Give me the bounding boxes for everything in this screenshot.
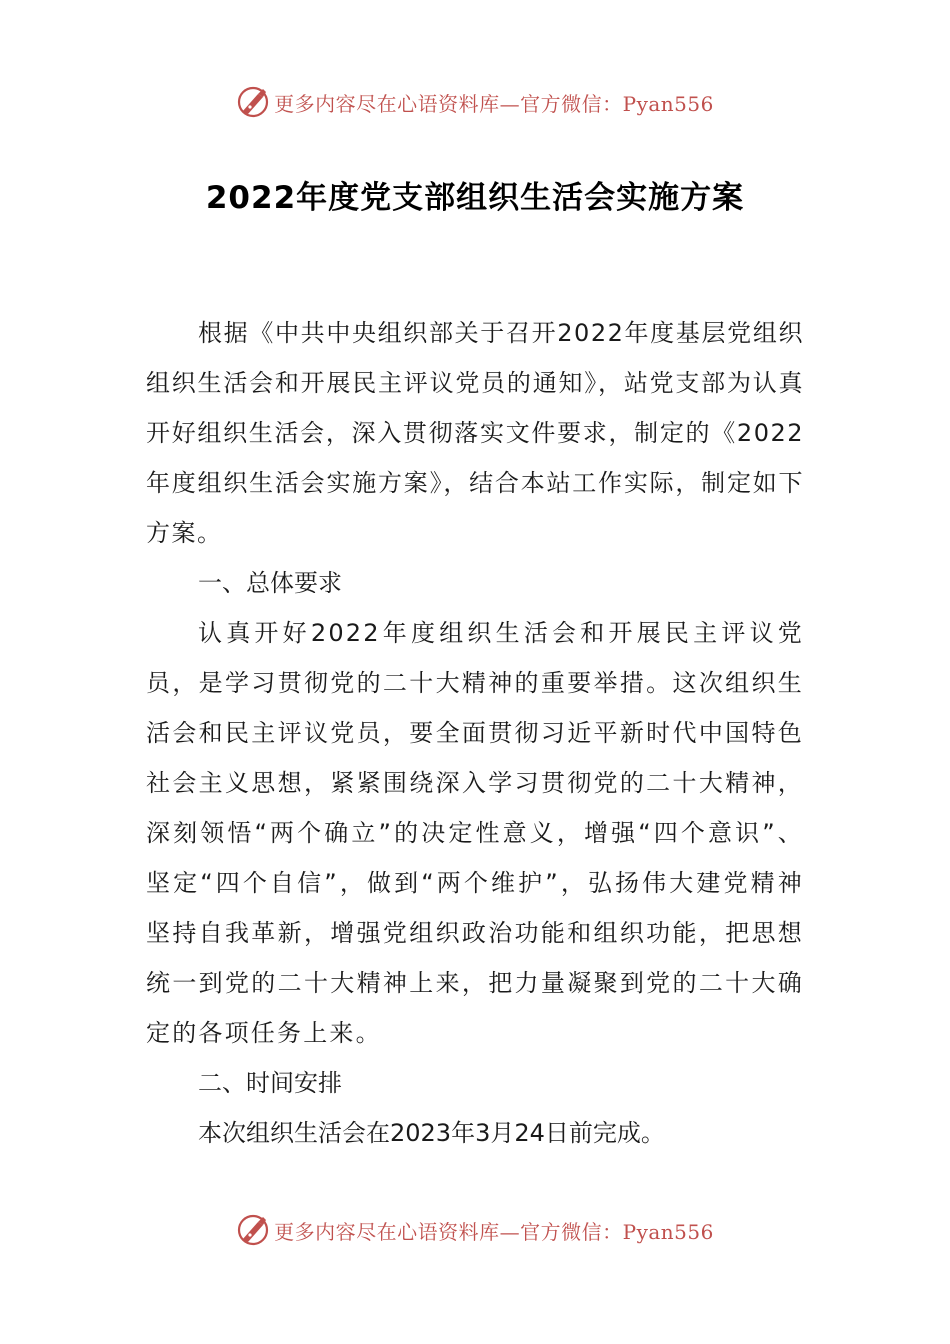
watermark-text: 更多内容尽在心语资料库—官方微信：Pyan556 <box>274 91 714 116</box>
paragraph-intro: 根据《中共中央组织部关于召开2022年度基层党组织组织生活会和开展民主评议党员的通知》，站党支部为认真开好组织生活会，深入贯彻落实文件要求，制定的《2022年度组织生活会实施方案》，结合本站工作实际，制定如下方案。 <box>146 319 804 547</box>
section-heading-schedule: 二、时间安排 <box>198 1069 342 1097</box>
watermark-banner-top <box>0 82 950 122</box>
watermark-text: 更多内容尽在心语资料库—官方微信：Pyan556 <box>274 1219 714 1244</box>
document-title: 2022年度党支部组织生活会实施方案 <box>205 180 745 216</box>
pen-nib-logo-icon <box>236 85 270 119</box>
document-body <box>146 308 804 1158</box>
paragraph-general-requirements: 认真开好2022年度组织生活会和开展民主评议党员，是学习贯彻党的二十大精神的重要举措。这次组织生活会和民主评议党员，要全面贯彻习近平新时代中国特色社会主义思想，紧紧围绕深入学习贯彻党的二十大精神，深刻领悟“两个确立”的决定性意义，增强“四个意识”、坚定“四个自信”，做到“两个维护”，弘扬伟大建党精神坚持自我革新，增强党组织政治功能和组织功能，把思想统一到党的二十大精神上来，把力量凝聚到党的二十大确定的各项任务上来。 <box>146 619 804 1047</box>
section-heading-general-requirements: 一、总体要求 <box>198 569 342 597</box>
watermark-banner-bottom <box>0 1210 950 1250</box>
paragraph-schedule: 本次组织生活会在2023年3月24日前完成。 <box>198 1119 665 1147</box>
pen-nib-logo-icon <box>236 1213 270 1247</box>
